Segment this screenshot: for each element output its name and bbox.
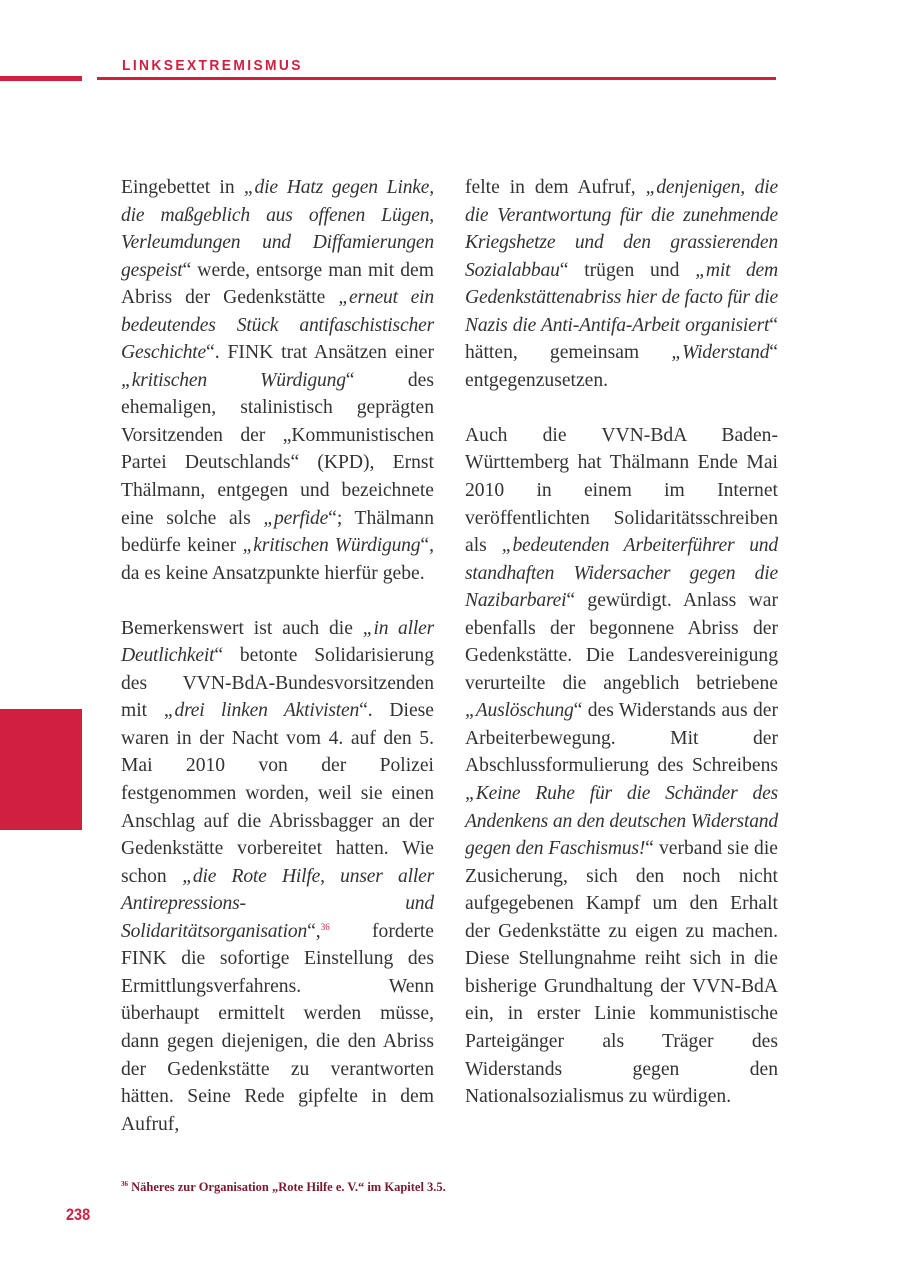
- footnote-reference[interactable]: 36: [320, 921, 330, 932]
- chapter-side-tab: [0, 709, 82, 830]
- paragraph: felte in dem Aufruf, „denjenigen, die die Verantwortung für die zunehmende Kriegshetze und den grassierenden Sozialabbau“ trügen und „mit dem Gedenkstättenabriss hier de facto für die Nazis die Anti-Antifa-Arbeit organisiert“ hätten, gemeinsam „Widerstand“ entgegenzusetzen.: [465, 177, 778, 391]
- running-head: LINKSEXTREMISMUS: [122, 57, 303, 74]
- left-column: [121, 174, 434, 1166]
- header-accent-bar-left: [0, 76, 82, 81]
- footnote-number: 36: [121, 1180, 128, 1188]
- paragraph: Bemerkenswert ist auch die „in aller Deutlichkeit“ betonte Solidarisierung des VVN-BdA-Bundesvorsitzenden mit „drei linken Aktivisten“. Diese waren in der Nacht vom 4. auf den 5. Mai 2010 von der Polizei festgenommen worden, weil sie einen Anschlag auf die Abrissbagger an der Gedenkstätte vorbereitet hatten. Wie schon „die Rote Hilfe, unser aller Antirepressions- und Solidaritätsorganisation“,$^{36}$ forderte FINK die sofortige Einstellung des Ermittlungsverfahrens. Wenn überhaupt ermittelt werden müsse, dann gegen diejenigen, die den Abriss der Gedenkstätte zu verantworten hätten. Seine Rede gipfelte in dem Aufruf,: [121, 617, 434, 1135]
- right-column: [465, 174, 778, 1138]
- paragraph: Eingebettet in „die Hatz gegen Linke, die maßgeblich aus offenen Lügen, Verleumdungen und Diffamierungen gespeist“ werde, entsorge man mit dem Abriss der Gedenkstätte „erneut ein bedeutendes Stück antifaschistischer Geschichte“. FINK trat Ansätzen einer „kritischen Würdigung“ des ehemaligen, stalinistisch geprägten Vorsitzenden der „Kommunistischen Partei Deutschlands“ (KPD), Ernst Thälmann, entgegen und bezeichnete eine solche als „perfide“; Thälmann bedürfe keiner „kritischen Würdigung“, da es keine Ansatzpunkte hierfür gebe.: [121, 177, 434, 584]
- header-rule: [97, 77, 776, 80]
- footnote: $^{36}$ Näheres zur Organisation „Rote Hilfe e. V.“ im Kapitel 3.5.: [121, 1180, 446, 1194]
- paragraph: Auch die VVN-BdA Baden-Württemberg hat Thälmann Ende Mai 2010 in einem im Internet veröffentlichten Solidaritätsschreiben als „bedeutenden Arbeiterführer und standhaften Widersacher gegen die Nazibarbarei“ gewürdigt. Anlass war ebenfalls der begonnene Abriss der Gedenkstätte. Die Landesvereinigung verurteilte die angeblich betriebene „Auslöschung“ des Widerstands aus der Arbeiterbewegung. Mit der Abschlussformulierung des Schreibens „Keine Ruhe für die Schänder des Andenkens an den deutschen Widerstand gegen den Faschismus!“ verband sie die Zusicherung, sich den noch nicht aufgegebenen Kampf um den Erhalt der Gedenkstätte zu eigen zu machen. Diese Stellungnahme reiht sich in die bisherige Grundhaltung der VVN-BdA ein, in erster Linie kommunistische Parteigänger als Träger des Widerstands gegen den Nationalsozialismus zu würdigen.: [465, 424, 778, 1108]
- page-number: 238: [66, 1205, 91, 1224]
